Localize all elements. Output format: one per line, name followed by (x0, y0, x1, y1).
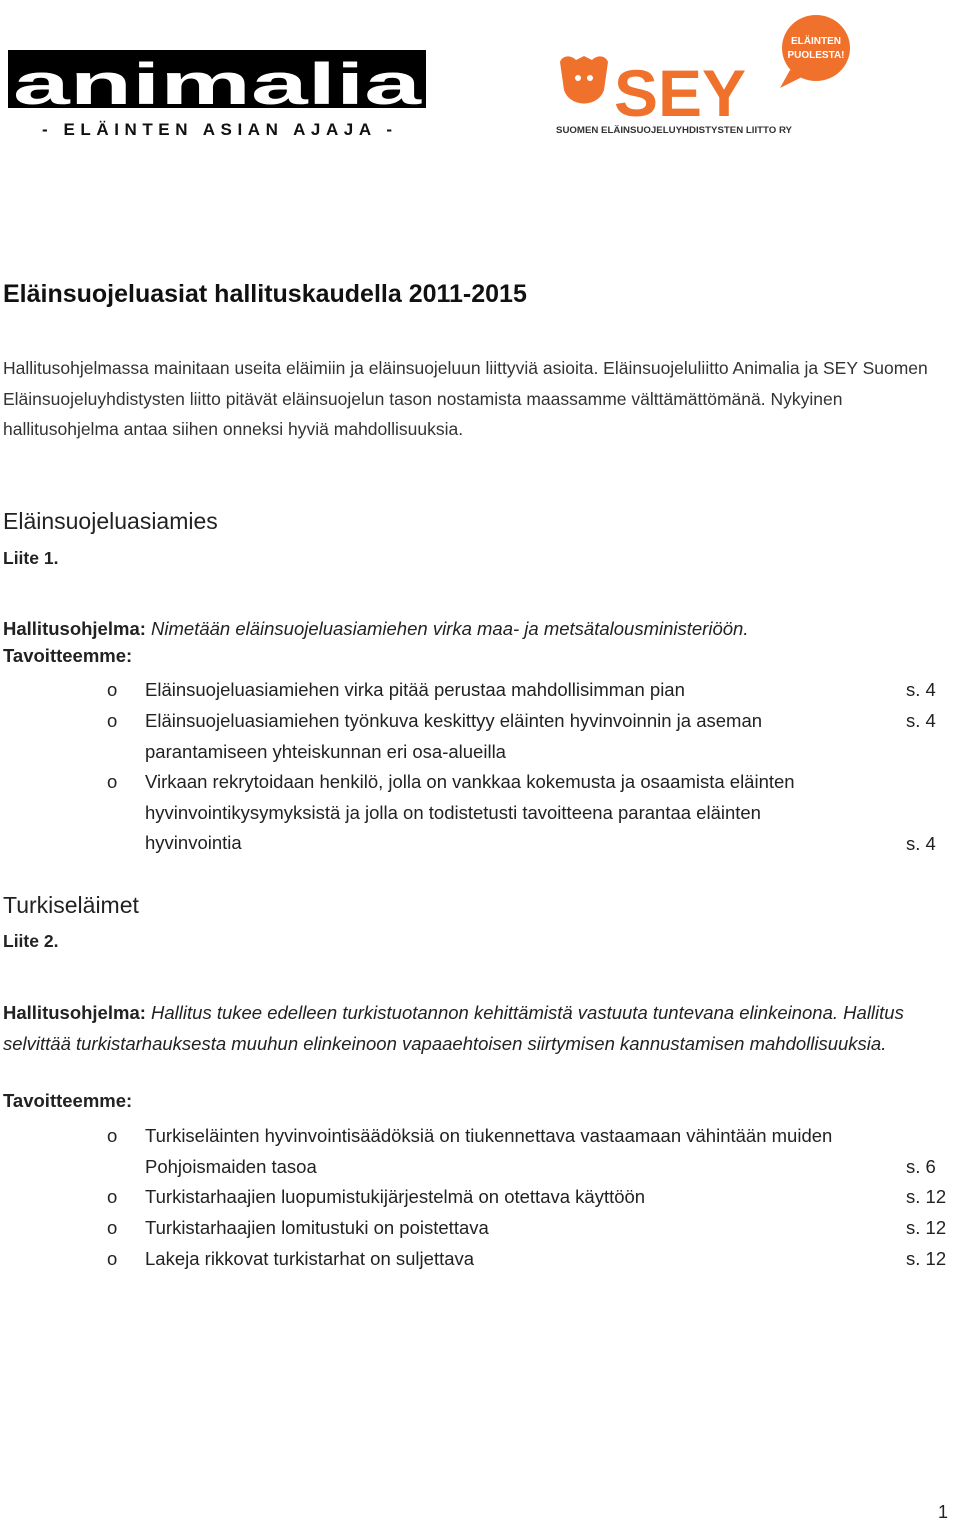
intro-paragraph: Hallitusohjelmassa mainitaan useita eläimiin ja eläinsuojeluun liittyviä asioita. Eläinsuojeluliitto Animalia ja SEY Suomen Eläinsuojeluyhdistysten liitto pitävät eläinsuojelun tason nostamista maassamme välttämättömänä. Nykyinen hallitusohjelma antaa siihen onneksi hyviä mahdollisuuksia. (3, 358, 928, 439)
goals-label: Tavoitteemme: (3, 645, 133, 666)
sey-logo-name: SEY (614, 56, 747, 130)
goal-line: Turkistarhaajien lomitustuki on poistettava (145, 1217, 489, 1238)
goal-line: Turkistarhaajien luopumistukijärjestelmä on otettava käyttöön (145, 1186, 646, 1207)
goal-item-text (145, 675, 885, 706)
bullet-marker: o (107, 1186, 118, 1207)
sey-badge-line2: PUOLESTA! (787, 50, 845, 61)
sey-logo (552, 10, 852, 138)
goal-line: Turkiseläinten hyvinvointisäädöksiä on tiukennettava vastaamaan vähintään muiden (145, 1125, 833, 1146)
program-text: Nimetään eläinsuojeluasiamiehen virka maa- ja metsätalousministeriöön. (151, 618, 749, 639)
goals-label: Tavoitteemme: (3, 1090, 133, 1111)
goal-page-ref: s. 12 (906, 1186, 947, 1207)
goal-line: Lakeja rikkovat turkistarhat on suljettava (145, 1248, 475, 1269)
goal-item-text (145, 767, 885, 859)
goal-item-text (145, 1244, 885, 1275)
bullet-marker: o (107, 679, 118, 700)
goal-line: hyvinvointikysymyksistä ja jolla on todistetusti tavoitteena parantaa eläinten (145, 801, 761, 823)
section-heading-fur-animals: Turkiseläimet (3, 892, 139, 918)
goal-line: Eläinsuojeluasiamiehen virka pitää perustaa mahdollisimman pian (145, 679, 685, 700)
goal-page-ref: s. 12 (906, 1217, 947, 1238)
goal-line: Pohjoismaiden tasoa (145, 1155, 317, 1177)
sey-logo-subtitle: SUOMEN ELÄINSUOJELUYHDISTYSTEN LIITTO RY (556, 125, 793, 136)
bullet-marker: o (107, 1125, 118, 1146)
page-number: 1 (937, 1502, 948, 1522)
goal-item-text (145, 1121, 900, 1182)
goal-page-ref: s. 6 (906, 1156, 936, 1177)
goal-line: Eläinsuojeluasiamiehen työnkuva keskittyy eläinten hyvinvoinnin ja aseman (145, 710, 763, 731)
animalia-logo (8, 50, 426, 142)
goal-item-text (145, 706, 885, 767)
goal-page-ref: s. 4 (906, 833, 936, 854)
bullet-marker: o (107, 1248, 118, 1269)
document-title: Eläinsuojeluasiat hallituskaudella 2011-2015 (3, 280, 527, 308)
goal-line: hyvinvointia (145, 832, 242, 854)
goal-line: parantamiseen yhteiskunnan eri osa-alueilla (145, 740, 506, 762)
program-text: Hallitus tukee edelleen turkistuotannon kehittämistä vastuuta tuntevana elinkeinona. Hallitus selvittää turkistarhauksesta muuhun elinkeinoon vapaaehtoisen siirtymisen kannustamisen mahdollisuuksia. (3, 1002, 904, 1054)
goal-page-ref: s. 4 (906, 679, 936, 700)
animalia-logo-name: animalia (13, 52, 423, 117)
sey-animal-head-icon (560, 56, 608, 104)
goal-line: Virkaan rekrytoidaan henkilö, jolla on vankkaa kokemusta ja osaamista eläinten (145, 771, 795, 792)
bullet-marker: o (107, 710, 118, 731)
program-label: Hallitusohjelma: (3, 1002, 146, 1023)
section-heading-animal-ombudsman: Eläinsuojeluasiamies (3, 508, 218, 534)
goal-item-text (145, 1182, 885, 1213)
bullet-marker: o (107, 1217, 118, 1238)
appendix-label: Liite 2. (3, 931, 59, 951)
goal-page-ref: s. 12 (906, 1248, 947, 1269)
program-label: Hallitusohjelma: (3, 618, 146, 639)
animalia-logo-tagline: - ELÄINTEN ASIAN AJAJA - (42, 120, 392, 139)
goal-page-ref: s. 4 (906, 710, 936, 731)
sey-badge-line1: ELÄINTEN (791, 36, 841, 47)
appendix-label: Liite 1. (3, 548, 59, 568)
bullet-marker: o (107, 771, 118, 792)
government-program-statement (3, 614, 953, 645)
goal-item-text (145, 1213, 885, 1244)
government-program-statement (3, 998, 953, 1059)
